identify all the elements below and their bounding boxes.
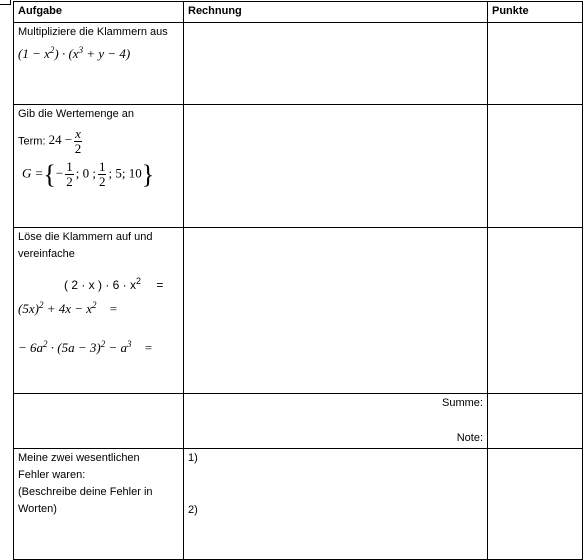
mistakes-text: Meine zwei wesentlichen Fehler waren: xyxy=(18,452,140,481)
task-2-set: G ={− $\frac{1}{2}$ ; 0 ; $\frac{1}{2}$ ; 5; 10} xyxy=(22,159,155,189)
task-1-text: Multipliziere die Klammern aus xyxy=(18,26,168,38)
summary-row xyxy=(14,394,583,449)
task-2-text: Gib die Wertemenge an xyxy=(18,108,134,120)
header-task: Aufgabe xyxy=(14,2,184,23)
summary-labels-cell xyxy=(184,394,488,449)
task-2-cell xyxy=(14,105,184,228)
summary-values-cell[interactable] xyxy=(488,394,583,449)
task-2-points-cell[interactable] xyxy=(488,105,583,228)
grade-label: Note: xyxy=(456,432,483,444)
task-2-term: Term: 24 − $\frac{x}{2}$ xyxy=(18,126,82,156)
sum-label: Summe: xyxy=(442,397,483,409)
task-row-3 xyxy=(14,228,583,394)
mistakes-hint: (Beschreibe deine Fehler in Worten) xyxy=(18,486,153,515)
header-row xyxy=(14,2,583,23)
mistake-item-2: 2) xyxy=(188,504,198,516)
task-3-calc-cell[interactable] xyxy=(184,228,488,394)
task-1-points-cell[interactable] xyxy=(488,23,583,105)
task-3-eq1: ( 2 · x ) · $6 \cdot x^2$ = xyxy=(64,276,164,292)
header-calc: Rechnung xyxy=(184,2,488,23)
task-3-eq2: $(5x)^2 + 4x - x^2$ = xyxy=(18,300,118,316)
summary-empty-cell xyxy=(14,394,184,449)
task-3-cell xyxy=(14,228,184,394)
task-row-2 xyxy=(14,105,583,228)
task-1-calc-cell[interactable] xyxy=(184,23,488,105)
task-row-1 xyxy=(14,23,583,105)
corner-mark xyxy=(0,0,11,5)
mistakes-row xyxy=(14,449,583,560)
task-3-text: Löse die Klammern auf und vereinfache xyxy=(18,231,153,260)
worksheet-table xyxy=(13,1,583,560)
mistakes-cell xyxy=(14,449,184,560)
mistake-item-1: 1) xyxy=(188,452,198,464)
header-points: Punkte xyxy=(488,2,583,23)
task-3-points-cell[interactable] xyxy=(488,228,583,394)
task-1-cell xyxy=(14,23,184,105)
task-3-eq3: − $6a^2 \cdot (5a - 3)^2 - a^3$ = xyxy=(18,339,153,355)
task-1-expression: $(1 - x^2) \cdot (x^3 + y - 4)$ xyxy=(18,45,131,61)
task-2-calc-cell[interactable] xyxy=(184,105,488,228)
mistakes-points-cell[interactable] xyxy=(488,449,583,560)
mistakes-answer-cell[interactable] xyxy=(184,449,488,560)
